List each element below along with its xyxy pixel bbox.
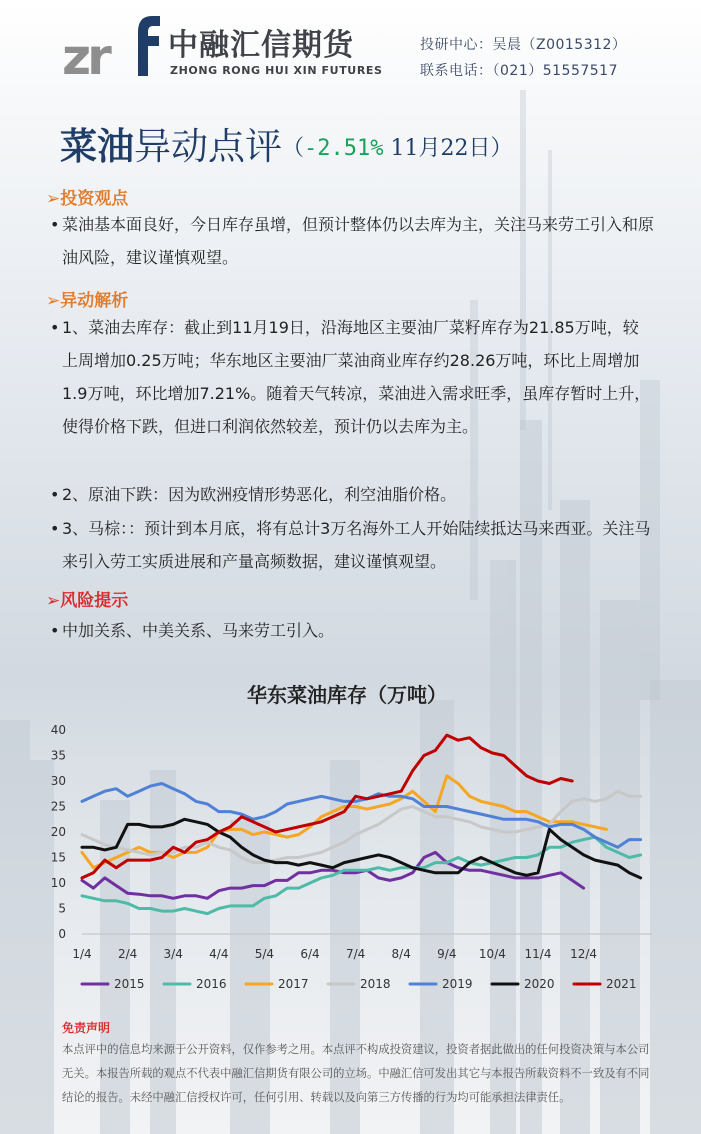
analysis-text-crude-oil: 2、原油下跌：因为欧洲疫情形势恶化，利空油脂价格。 [62,485,457,504]
analysis-item [50,478,654,511]
bullet-dot: • [50,485,60,504]
bullet-dot: • [50,318,60,337]
disclaimer-text: 本点评中的信息均来源于公开资料，仅作参考之用。本点评不构成投资建议，投资者据此做出的任何投资决策与本公司无关。本报告所载的观点不代表中融汇信期货有限公司的立场。中融汇信可发出其它与本报告所载资料不一致及有不同结论的报告。未经中融汇信授权许可，任何引用、转载以及向第三方传播的行为均可能承担法律责任。 [62,1043,650,1104]
y-tick-label: 20 [50,825,66,839]
contact-research-center: 投研中心：吴晨（Z0015312） [420,37,627,53]
risk-text: 中加关系、中美关系、马来劳工引入。 [62,621,335,640]
viewpoint-text: 菜油基本面良好，今日库存虽增，但预计整体仍以去库为主，关注马来劳工引入和原油风险，建议谨慎观望。 [62,215,655,267]
legend-label-2021: 2021 [606,977,637,991]
inventory-line-chart [40,672,668,1002]
company-name-cn: 中融汇信期货 [168,28,354,63]
y-tick-label: 40 [50,723,66,737]
x-tick-label: 10/4 [478,947,506,961]
title-open-paren: （ [282,136,305,161]
x-tick-label: 6/4 [300,947,320,961]
legend-label-2020: 2020 [524,977,555,991]
bullet-dot: • [50,215,60,234]
x-tick-label: 8/4 [391,947,411,961]
contact-phone: 联系电话：（021）51557517 [420,63,618,79]
x-tick-label: 4/4 [209,947,229,961]
section-heading-risk: ➢风险提示 [46,591,129,611]
legend-label-2019: 2019 [442,977,473,991]
y-tick-label: 0 [58,927,66,941]
x-tick-label: 5/4 [254,947,275,961]
title-date: 11月22日 [383,136,491,161]
legend-label-2016: 2016 [196,977,227,991]
y-tick-label: 25 [50,799,66,814]
x-tick-label: 9/4 [437,947,457,961]
title-close-paren: ） [490,136,513,161]
y-tick-label: 5 [58,901,66,916]
x-tick-label: 12/4 [570,947,598,961]
logo-zr-letters: zr [62,28,108,86]
x-tick-label: 2/4 [117,947,138,961]
section-heading-viewpoint: ➢投资观点 [46,189,129,209]
risk-paragraph [50,614,654,647]
x-tick-label: 11/4 [524,947,552,961]
analysis-text-palm-oil: 3、马棕：：预计到本月底，将有总计3万名海外工人开始陆续抵达马来西亚。关注马来引入劳工实质进展和产量高频数据，建议谨慎观望。 [62,519,651,571]
x-tick-label: 7/4 [345,947,366,961]
legend-label-2015: 2015 [114,977,145,991]
title-product: 菜油 [60,124,134,168]
y-tick-label: 15 [50,850,66,865]
page-title [60,116,513,170]
disclaimer-title: 免责声明 [62,1021,111,1035]
legend-label-2018: 2018 [360,977,391,991]
logo-f-mark [126,10,160,76]
y-tick-label: 10 [50,876,66,890]
title-change-percent: -2.51% [304,136,384,161]
section-heading-analysis: ➢异动解析 [46,291,129,311]
y-tick-label: 30 [50,774,66,788]
analysis-item [50,311,654,443]
bullet-dot: • [50,519,60,538]
bullet-dot: • [50,621,60,640]
analysis-item [50,512,654,578]
company-name-en: ZHONG RONG HUI XIN FUTURES [170,64,383,77]
x-tick-label: 3/4 [163,947,183,961]
viewpoint-paragraph [50,208,654,274]
x-tick-label: 1/4 [72,947,92,961]
series-line-2016 [82,837,641,914]
title-type: 异动点评 [134,125,282,168]
legend-label-2017: 2017 [278,977,309,991]
analysis-text-inventory: 1、菜油去库存：截止到11月19日，沿海地区主要油厂菜籽库存为21.85万吨，较上周增加0.25万吨；华东地区主要油厂菜油商业库存约28.26万吨，环比上周增加1.9万吨，环比增加7.21%。随着天气转凉，菜油进入需求旺季，虽库存暂时上升，使得价格下跌，但进口利润依然较差，预计仍以去库为主。 [62,318,651,436]
chart-title: 华东菜油库存（万吨） [247,683,447,707]
y-tick-label: 35 [50,748,66,763]
